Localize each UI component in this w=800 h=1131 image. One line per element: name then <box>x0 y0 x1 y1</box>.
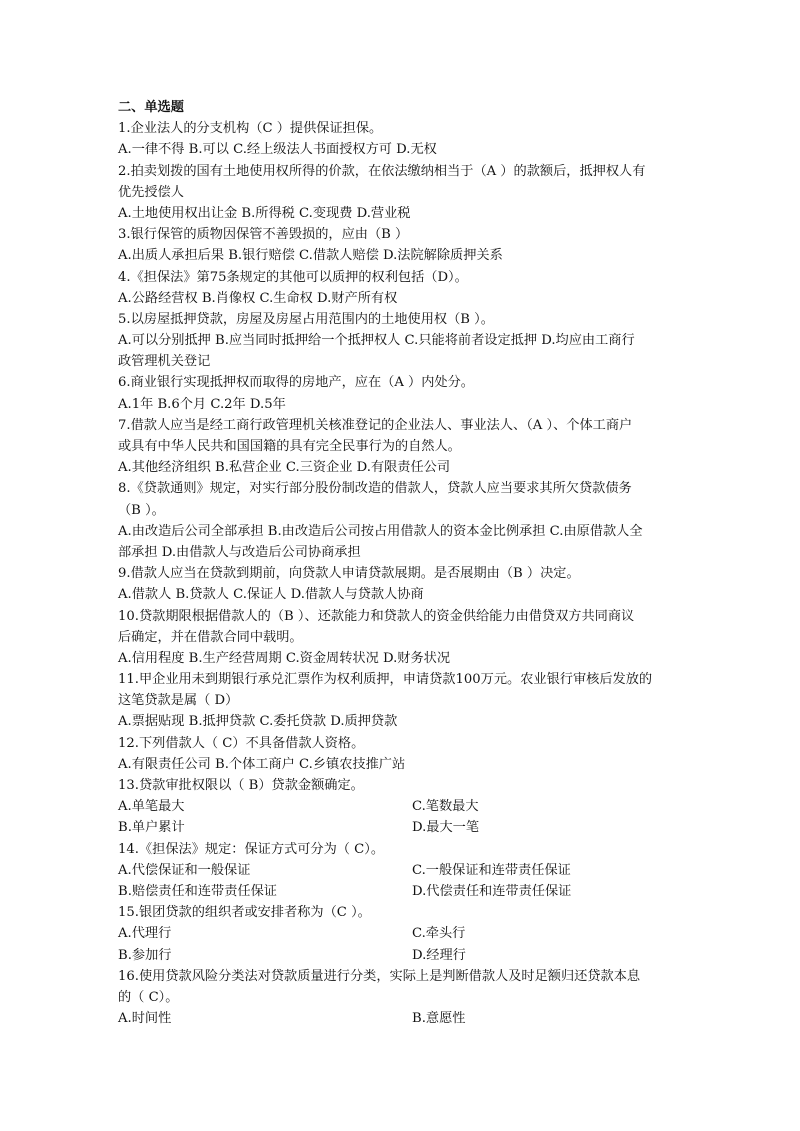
q9-stem: 9.借款人应当在贷款到期前，向贷款人申请贷款展期。是否展期由（B ）决定。 <box>118 566 580 582</box>
q5-stem: 5.以房屋抵押贷款，房屋及房屋占用范围内的土地使用权（B ）。 <box>118 311 494 327</box>
q8-options-cont: 部承担 D.由借款人与改造后公司协商承担 <box>118 544 361 560</box>
q7-stem-cont: 或具有中华人民共和国国籍的具有完全民事行为的自然人。 <box>118 439 461 454</box>
q16-stem-cont: 的（ C）。 <box>118 989 179 1005</box>
q4-stem: 4.《担保法》第75条规定的其他可以质押的权利包括（D）。 <box>118 269 468 285</box>
q9-options: A.借款人 B.贷款人 C.保证人 D.借款人与贷款人协商 <box>118 587 424 603</box>
q16-options-row <box>118 1008 698 1029</box>
q11-stem-cont: 这笔贷款是属（ D） <box>118 693 239 709</box>
q7-stem: 7.借款人应当是经工商行政管理机关核准登记的企业法人、事业法人、（A ）、个体工商户 <box>118 417 633 433</box>
q1-options: A.一律不得 B.可以 C.经上级法人书面授权方可 D.无权 <box>118 142 437 158</box>
q13-options-row <box>118 817 698 838</box>
q16-stem: 16.使用贷款风险分类法对贷款质量进行分类，实际上是判断借款人及时足额归还贷款本息 <box>118 968 641 984</box>
q1-stem: 1.企业法人的分支机构（C ）提供保证担保。 <box>118 121 383 137</box>
q8-stem-cont: （B ）。 <box>118 502 165 518</box>
q14-option-a: A.代偿保证和一般保证 <box>118 862 251 878</box>
q6-stem: 6.商业银行实现抵押权而取得的房地产，应在（A ）内处分。 <box>118 375 474 391</box>
q12-stem: 12.下列借款人（ C）不具备借款人资格。 <box>118 735 365 751</box>
q16-option-a: A.时间性 <box>118 1011 172 1027</box>
q2-stem: 2.拍卖划拨的国有土地使用权所得的价款，在依法缴纳相当于（A ）的款额后，抵押权人有 <box>118 163 646 179</box>
q14-option-d: D.代偿责任和连带责任保证 <box>412 883 572 899</box>
q5-options-cont: 政管理机关登记 <box>118 354 211 370</box>
q7-options: A.其他经济组织 B.私营企业 C.三资企业 D.有限责任公司 <box>118 460 451 476</box>
q13-options-row <box>118 796 698 817</box>
q16-option-b: B.意愿性 <box>412 1011 466 1027</box>
q15-options-row <box>118 923 698 944</box>
q10-options: A.信用程度 B.生产经营周期 C.资金周转状况 D.财务状况 <box>118 650 451 666</box>
q10-stem: 10.贷款期限根据借款人的（B ）、还款能力和贷款人的资金供给能力由借贷双方共同商议 <box>118 608 635 624</box>
q12-options: A.有限责任公司 B.个体工商户 C.乡镇农技推广站 <box>118 756 406 772</box>
q13-option-a: A.单笔最大 <box>118 799 185 815</box>
q14-stem: 14.《担保法》规定：保证方式可分为（ C）。 <box>118 841 385 857</box>
q5-options: A.可以分别抵押 B.应当同时抵押给一个抵押权人 C.只能将前者设定抵押 D.均应由工商行 <box>118 333 635 349</box>
q8-stem: 8.《贷款通则》规定，对实行部分股份制改造的借款人，贷款人应当要求其所欠贷款债务 <box>118 481 632 497</box>
q10-stem-cont: 后确定，并在借款合同中载明。 <box>118 629 303 645</box>
q14-options-row <box>118 860 698 881</box>
q14-options-row <box>118 881 698 902</box>
q14-option-c: C.一般保证和连带责任保证 <box>412 862 571 878</box>
q13-option-d: D.最大一笔 <box>412 820 480 836</box>
q13-stem: 13.贷款审批权限以（ B）贷款金额确定。 <box>118 778 364 793</box>
q15-option-c: C.牵头行 <box>412 926 466 942</box>
q15-options-row <box>118 945 698 966</box>
q2-stem-cont: 优先授偿人 <box>118 184 184 200</box>
q3-stem: 3.银行保管的质物因保管不善毁损的，应由（B ） <box>118 227 409 243</box>
q14-option-b: B.赔偿责任和连带责任保证 <box>118 883 277 899</box>
exam-page <box>118 97 698 1029</box>
q13-option-b: B.单户累计 <box>118 820 185 836</box>
q8-options: A.由改造后公司全部承担 B.由改造后公司按占用借款人的资本金比例承担 C.由原借款人全 <box>118 523 643 539</box>
q11-stem: 11.甲企业用未到期银行承兑汇票作为权利质押，申请贷款100万元。农业银行审核后发放的 <box>118 672 653 688</box>
q15-option-d: D.经理行 <box>412 947 466 963</box>
q15-option-a: A.代理行 <box>118 926 172 942</box>
q3-options: A.出质人承担后果 B.银行赔偿 C.借款人赔偿 D.法院解除质押关系 <box>118 248 503 264</box>
q15-stem: 15.银团贷款的组织者或安排者称为（C ）。 <box>118 905 371 921</box>
q2-options: A.土地使用权出让金 B.所得税 C.变现费 D.营业税 <box>118 205 411 221</box>
q13-option-c: C.笔数最大 <box>412 799 479 815</box>
q11-options: A.票据贴现 B.抵押贷款 C.委托贷款 D.质押贷款 <box>118 714 398 730</box>
section-title: 二、单选题 <box>118 100 184 115</box>
q4-options: A.公路经营权 B.肖像权 C.生命权 D.财产所有权 <box>118 290 398 306</box>
q6-options: A.1年 B.6个月 C.2年 D.5年 <box>118 396 286 412</box>
q15-option-b: B.参加行 <box>118 947 172 963</box>
